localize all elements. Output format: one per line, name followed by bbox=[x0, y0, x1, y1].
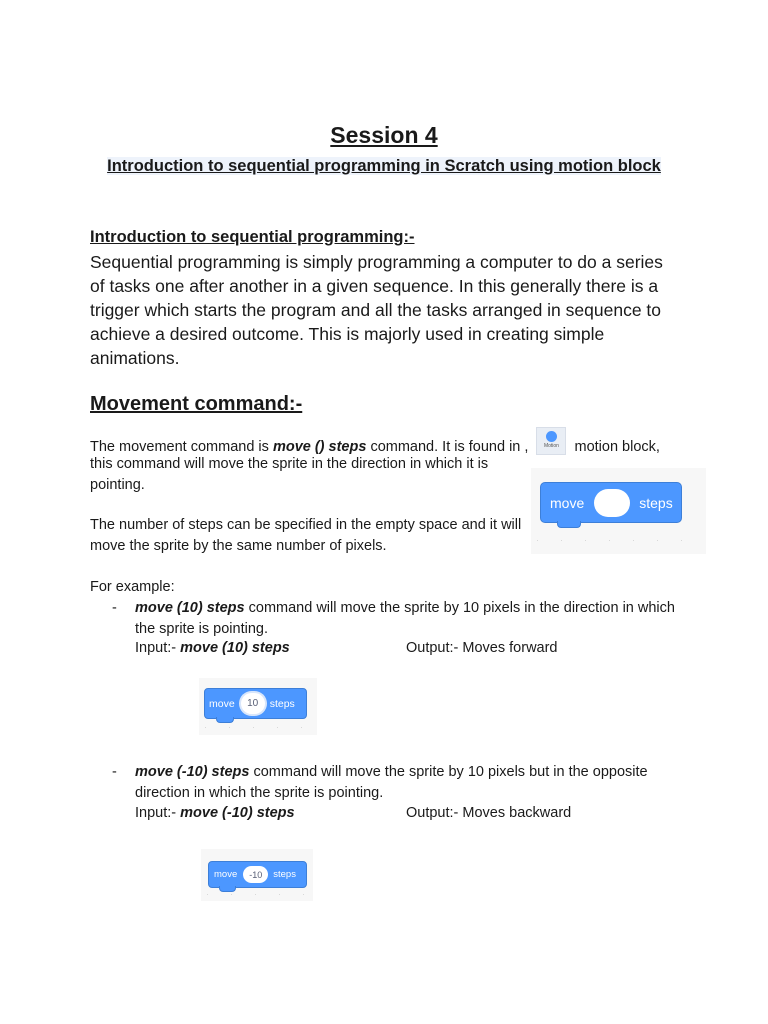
move-steps-block bbox=[204, 688, 307, 719]
list-item bbox=[135, 598, 680, 640]
motion-dot-icon bbox=[546, 431, 557, 442]
move-steps-block bbox=[208, 861, 307, 888]
example-text: command will move the sprite by 10 pixels but in the opposite direction in which the sprite is pointing. bbox=[135, 764, 648, 801]
block-steps-label: steps bbox=[273, 869, 296, 880]
example-input bbox=[135, 803, 295, 824]
block-steps-input bbox=[594, 489, 630, 517]
movement-heading: Movement command:- bbox=[90, 393, 303, 415]
move-steps-block bbox=[540, 482, 682, 523]
block-canvas-grid bbox=[205, 727, 311, 728]
block-move-label: move bbox=[550, 494, 585, 511]
example-label: For example: bbox=[90, 579, 175, 595]
movement-line1-prefix: The movement command is bbox=[90, 438, 273, 455]
steps-paragraph: The number of steps can be specified in the empty space and it will move the sprite by the same number of pixels. bbox=[90, 517, 522, 554]
list-dash: - bbox=[112, 600, 117, 616]
list-dash: - bbox=[112, 764, 117, 780]
block-canvas-grid bbox=[207, 894, 307, 895]
move-block-example-neg10 bbox=[201, 849, 313, 901]
block-notch bbox=[219, 886, 236, 892]
block-move-label: move bbox=[214, 869, 238, 880]
page-title: Session 4 bbox=[330, 122, 438, 148]
block-notch bbox=[216, 717, 234, 723]
input-label: Input:- bbox=[135, 805, 177, 821]
motion-category-icon bbox=[536, 427, 566, 455]
move-block-example-10 bbox=[199, 678, 317, 735]
block-steps-label: steps bbox=[269, 697, 295, 710]
example-command: move (-10) steps bbox=[135, 764, 250, 780]
example-output: Output:- Moves forward bbox=[406, 640, 558, 656]
example-text: command will move the sprite by 10 pixels in the direction in which the sprite is pointing. bbox=[135, 600, 675, 637]
movement-command-name: move () steps bbox=[272, 438, 367, 455]
example-output: Output:- Moves backward bbox=[406, 805, 572, 821]
input-value: move (10) steps bbox=[180, 640, 290, 656]
input-label: Input:- bbox=[135, 640, 177, 656]
subtitle-text: Introduction to sequential programming in Scratch using motion block bbox=[107, 157, 661, 175]
movement-line1-rest: this command will move the sprite in the direction in which it is pointing. bbox=[90, 456, 489, 493]
block-steps-input: -10 bbox=[243, 866, 268, 883]
block-steps-input: 10 bbox=[241, 693, 265, 714]
block-move-label: move bbox=[209, 697, 235, 710]
block-notch bbox=[557, 521, 581, 528]
page-subtitle bbox=[100, 154, 668, 179]
intro-paragraph: Sequential programming is simply programming a computer to do a series of tasks one after another in a given sequence. In this generally there is a trigger which starts the program and all the tasks arranged in sequence to achieve a desired outcome. This is majorly used in creating simple animations. bbox=[90, 252, 663, 368]
movement-line1-mid: command. It is found in , bbox=[366, 438, 529, 455]
block-canvas-grid bbox=[537, 540, 700, 541]
motion-icon-label: Motion bbox=[543, 443, 559, 449]
list-item bbox=[135, 762, 680, 804]
movement-line1-suffix: motion block, bbox=[574, 438, 660, 455]
block-steps-label: steps bbox=[639, 494, 673, 511]
example-input bbox=[135, 638, 290, 659]
example-command: move (10) steps bbox=[135, 600, 245, 616]
input-value: move (-10) steps bbox=[180, 805, 295, 821]
intro-heading: Introduction to sequential programming:- bbox=[90, 228, 415, 246]
move-block-example-main bbox=[531, 468, 706, 554]
